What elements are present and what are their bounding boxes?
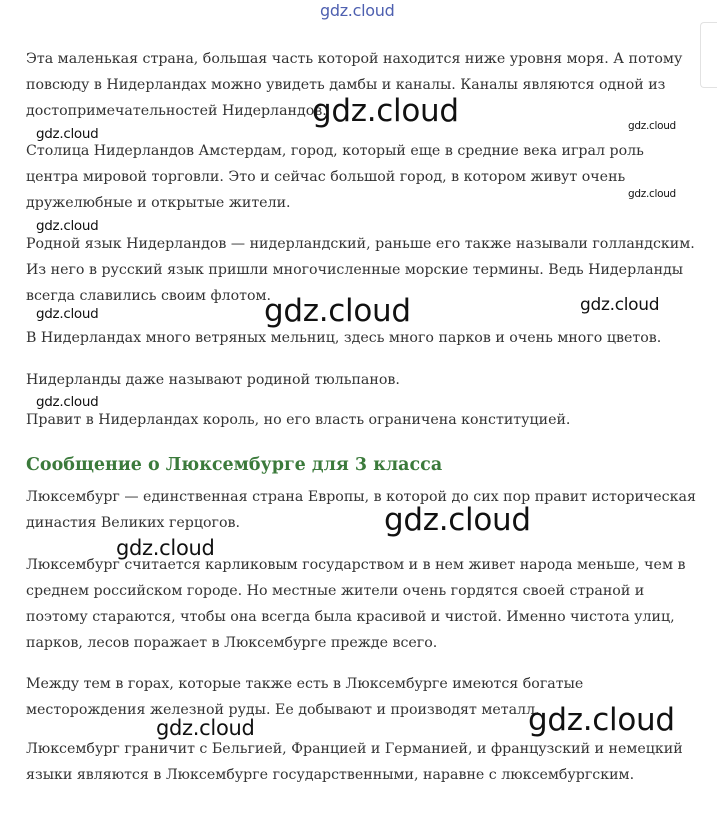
watermark-top: gdz.cloud: [320, 1, 395, 20]
cut-off-heading-bottom: [26, 803, 32, 824]
watermark-medium-1: gdz.cloud: [580, 295, 660, 315]
watermark-medium-3: gdz.cloud: [156, 716, 255, 740]
watermark-tiny-2: gdz.cloud: [628, 188, 676, 200]
paragraph-luxembourg-1: Люксембург — единственная страна Европы, в которой до сих пор правит историческая династия Великих герцогов.: [26, 489, 696, 531]
watermark-small-3: gdz.cloud: [36, 306, 99, 322]
watermark-large-2: gdz.cloud: [264, 293, 411, 329]
side-panel-edge: [700, 22, 717, 88]
watermark-small-1: gdz.cloud: [36, 126, 99, 142]
section-heading-luxembourg: Сообщение о Люксембурге для 3 класса: [26, 455, 443, 475]
watermark-tiny-1: gdz.cloud: [628, 120, 676, 132]
watermark-small-4: gdz.cloud: [36, 394, 99, 410]
watermark-large-1: gdz.cloud: [312, 93, 459, 129]
watermark-medium-2: gdz.cloud: [116, 536, 215, 560]
paragraph-netherlands-2: Столица Нидерландов Амстердам, город, который еще в средние века играл роль центра мировой торговли. Это и сейчас большой город, в котором живут очень дружелюбные и открытые жители.: [26, 143, 644, 211]
watermark-large-4: gdz.cloud: [528, 702, 675, 738]
paragraph-luxembourg-4: Люксембург граничит с Бельгией, Францией и Германией, и французский и немецкий языки являются в Люксембурге государственными, наравне с люксембургским.: [26, 741, 683, 783]
paragraph-netherlands-5: Нидерланды даже называют родиной тюльпанов.: [26, 372, 400, 388]
paragraph-luxembourg-2: Люксембург считается карликовым государством и в нем живет народа меньше, чем в среднем российском городе. Но местные жители очень гордятся своей страной и поэтому стараются, чтобы она всегда была красивой и чистой. Именно чистота улиц, парков, лесов поражает в Люксембурге прежде всего.: [26, 557, 686, 651]
watermark-large-3: gdz.cloud: [384, 502, 531, 538]
paragraph-netherlands-1: Эта маленькая страна, большая часть которой находится ниже уровня моря. А потому повсюду в Нидерландах можно увидеть дамбы и каналы. Каналы являются одной из достопримечательностей Нидерландов.: [26, 51, 683, 119]
cut-off-heading-top: [26, 0, 32, 6]
paragraph-netherlands-4: В Нидерландах много ветряных мельниц, здесь много парков и очень много цветов.: [26, 330, 662, 346]
paragraph-netherlands-6: Правит в Нидерландах король, но его власть ограничена конституцией.: [26, 412, 571, 428]
watermark-small-2: gdz.cloud: [36, 218, 99, 234]
paragraph-netherlands-3: Родной язык Нидерландов — нидерландский, раньше его также называли голландским. Из него в русский язык пришли многочисленные морские термины. Ведь Нидерланды всегда славились своим флотом.: [26, 236, 695, 304]
paragraph-luxembourg-3: Между тем в горах, которые также есть в Люксембурге имеются богатые месторождения железной руды. Ее добывают и производят металл.: [26, 676, 584, 718]
